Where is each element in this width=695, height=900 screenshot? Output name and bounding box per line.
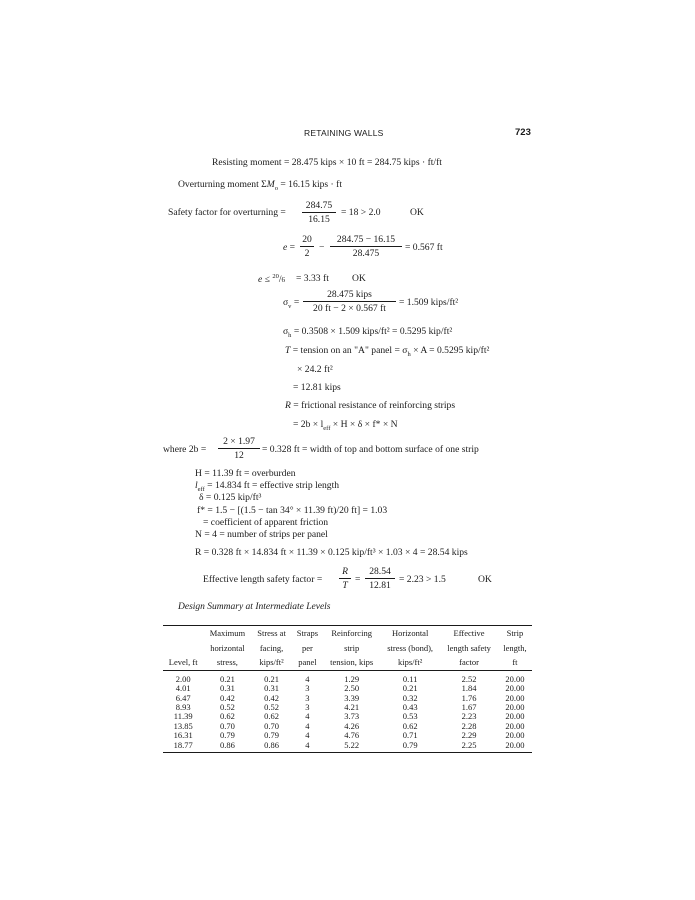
- overburden-definition: H = 11.39 ft = overburden: [195, 468, 296, 479]
- table-cell: 0.52: [219, 702, 235, 712]
- table-cell: 0.42: [219, 692, 235, 703]
- unit-weight-definition: δ = 0.125 kip/ft³: [199, 492, 262, 503]
- eccentricity-fraction-2: [330, 234, 402, 259]
- table-cell: 0.31: [264, 683, 279, 694]
- tension-line-2: × 24.2 ft²: [297, 364, 333, 375]
- table-header-row: [163, 641, 532, 656]
- table-header-cell: tension, kips: [323, 655, 380, 670]
- table-cell: 4: [305, 720, 310, 731]
- sigma-v-label: [283, 297, 299, 310]
- table-header-cell: length safety: [447, 642, 491, 653]
- table-cell: 2.28: [461, 720, 477, 731]
- table-cell: 3.73: [344, 711, 360, 722]
- resistance-line-2: [293, 419, 398, 432]
- table-cell: 0.70: [219, 720, 235, 731]
- tension-line-1: T = tension on an "A" panel = $\sigma_h \times A = 0.5295$ kip/ft²: [285, 345, 490, 358]
- table-cell: 20.00: [505, 720, 525, 731]
- elsf-result: = 2.23 > 1.5: [399, 574, 446, 585]
- table-cell: 2.23: [461, 711, 477, 722]
- elsf-fraction-2-numerator: 28.54: [365, 566, 395, 579]
- eccentricity-check-result: = 3.33 ft: [296, 273, 329, 284]
- safety-factor-denominator: 16.15: [308, 214, 330, 225]
- effective-length-subscript: eff: [197, 485, 205, 493]
- table-cell: 2.52: [461, 673, 477, 684]
- table-cell: 5.22: [323, 741, 380, 753]
- table-cell: 20.00: [505, 711, 525, 722]
- table-cell: 4.26: [344, 720, 360, 731]
- table-cell: 4: [305, 730, 310, 741]
- table-cell: 0.70: [264, 720, 279, 731]
- effective-length-value: = 14.834 ft = effective strip length: [204, 480, 340, 491]
- tension-line-3: = 12.81 kips: [293, 382, 341, 393]
- friction-definition: = coefficient of apparent friction: [203, 517, 329, 528]
- table-cell: 20.00: [498, 741, 532, 753]
- elsf-fraction-2-denominator: 12.81: [369, 580, 391, 591]
- eccentricity-check: e ≤ $^{20}$/6: [258, 273, 285, 286]
- table-cell: 4.01: [175, 683, 191, 694]
- table-cell: 0.21: [402, 683, 418, 694]
- table-cell: 8.93: [175, 702, 191, 712]
- safety-factor-label: Safety factor for overturning =: [168, 207, 286, 218]
- safety-factor-ok: OK: [410, 207, 424, 218]
- strips-per-panel-definition: N = 4 = number of strips per panel: [195, 529, 328, 540]
- table-cell: 4: [292, 741, 324, 753]
- sigma-v-fraction: [303, 289, 396, 314]
- eccentricity-check-numerator: 20: [272, 273, 279, 280]
- overturning-subscript: o: [274, 184, 278, 192]
- table-header-cell: Reinforcing: [323, 626, 380, 641]
- design-summary-table: [163, 625, 532, 753]
- sigma-h-value: = 0.3508 × 1.509 kips/ft² = 0.5295 kip/ft²: [293, 326, 453, 337]
- table-header-cell: kips/ft²: [251, 655, 291, 670]
- table-cell: 0.62: [264, 711, 279, 722]
- table-cell: 0.71: [402, 730, 418, 741]
- table-cell: 18.77: [163, 741, 203, 753]
- elsf-t-symbol: T: [342, 580, 348, 591]
- sigma-v-symbol: σ: [283, 297, 289, 308]
- sigma-v-equals: =: [293, 297, 300, 308]
- resistance-formula-subscript: eff: [323, 424, 331, 432]
- table-header-cell: Level, ft: [163, 655, 203, 670]
- resistance-definition: = frictional resistance of reinforcing strips: [290, 400, 456, 411]
- where-label: where 2b =: [163, 444, 207, 455]
- table-cell: 0.79: [380, 741, 440, 753]
- table-cell: 3: [305, 692, 310, 703]
- table-cell: 0.79: [219, 730, 235, 741]
- tension-symbol: T: [285, 345, 291, 356]
- table-cell: 0.21: [219, 673, 235, 684]
- resistance-formula-start: = 2b × l: [293, 419, 324, 430]
- elsf-equals: =: [355, 574, 361, 585]
- eccentricity-fraction-2-numerator: 284.75 − 16.15: [330, 234, 402, 247]
- table-cell: 0.21: [264, 673, 279, 684]
- table-header-cell: panel: [292, 655, 324, 670]
- table-cell: 2.00: [175, 673, 191, 684]
- table-cell: 20.00: [505, 692, 525, 703]
- eccentricity-check-denominator: 6: [281, 276, 285, 285]
- tension-value: × A = 0.5295 kip/ft²: [410, 345, 490, 356]
- table-cell: 0.31: [219, 683, 235, 694]
- sigma-v-result: = 1.509 kips/ft²: [399, 297, 459, 308]
- table-header-cell: stress,: [203, 655, 251, 670]
- sigma-h-line: $\sigma_h = 0.3508 \times 1.509$ kips/ft² = 0.5295 kip/ft²: [283, 326, 453, 339]
- table-header: [163, 626, 532, 671]
- table-header-cell: [163, 626, 203, 641]
- sigma-v-numerator: 28.475 kips: [303, 289, 396, 302]
- table-cell: 3.39: [344, 692, 360, 703]
- table-cell: 0.32: [402, 692, 418, 703]
- table-header-row: [163, 655, 532, 670]
- table-cell: 11.39: [173, 711, 193, 722]
- table-title: Design Summary at Intermediate Levels: [178, 602, 331, 612]
- eccentricity-check-ok: OK: [352, 273, 366, 284]
- table-cell: 0.53: [402, 711, 418, 722]
- table-cell: 16.31: [173, 730, 193, 741]
- where-numerator: 2 × 1.97: [218, 436, 260, 449]
- resistance-formula-rest: × H × δ × f* × N: [330, 419, 398, 430]
- page-number: 723: [515, 127, 531, 138]
- elsf-fraction-1-numerator: [339, 566, 351, 579]
- table-cell: 1.76: [461, 692, 477, 703]
- elsf-label: Effective length safety factor =: [203, 574, 323, 585]
- where-result: = 0.328 ft = width of top and bottom surface of one strip: [262, 444, 479, 455]
- table-header-row: [163, 626, 532, 641]
- eccentricity-fraction-2-denominator: 28.475: [352, 248, 380, 259]
- table-header-cell: factor: [440, 655, 498, 670]
- table-cell: 4: [305, 673, 310, 684]
- effective-length-definition: [195, 480, 339, 493]
- table-header-cell: Maximum: [203, 626, 251, 641]
- table-cell: 0.43: [402, 702, 418, 712]
- overturning-moment-line: [178, 179, 342, 192]
- table-header-cell: per: [301, 642, 313, 653]
- resistance-symbol: R: [285, 400, 291, 411]
- eccentricity-minus: −: [319, 242, 325, 253]
- eccentricity-result: = 0.567 ft: [405, 242, 443, 253]
- where-fraction: [218, 436, 260, 461]
- eccentricity-fraction-1: [300, 234, 314, 259]
- sigma-v-denominator: 20 ft − 2 × 0.567 ft: [313, 303, 386, 314]
- table-cell: 0.79: [264, 730, 279, 741]
- overturning-value: = 16.15 kips · ft: [277, 179, 343, 190]
- table-header-cell: [163, 641, 203, 656]
- overturning-label: Overturning moment Σ: [178, 179, 267, 190]
- table-cell: 2.29: [461, 730, 477, 741]
- overturning-symbol: M: [266, 179, 275, 190]
- safety-factor-numerator: 284.75: [302, 200, 336, 213]
- table-header-cell: Strip: [498, 626, 532, 641]
- table-header-cell: length,: [503, 642, 527, 653]
- safety-factor-fraction: [302, 200, 336, 225]
- table-cell: 6.47: [175, 692, 191, 703]
- elsf-fraction-1: [339, 566, 351, 591]
- table-cell: 0.42: [264, 692, 279, 703]
- table-cell: 13.85: [173, 720, 193, 731]
- table-cell: 0.86: [203, 741, 251, 753]
- table-header-cell: ft: [498, 655, 532, 670]
- table-header-cell: Stress at: [251, 626, 291, 641]
- table-cell: 1.67: [461, 702, 477, 712]
- table-cell: 0.11: [402, 673, 418, 684]
- table-header-cell: strip: [344, 642, 360, 653]
- where-denominator: 12: [234, 450, 244, 461]
- eccentricity-fraction-1-numerator: 20: [300, 234, 314, 247]
- table-cell: 20.00: [505, 673, 525, 684]
- table-header-cell: Straps: [292, 626, 324, 641]
- tension-definition: = tension on an "A" panel = σ: [290, 345, 408, 356]
- table-cell: 1.29: [344, 673, 360, 684]
- table-cell: 0.62: [402, 720, 418, 731]
- elsf-ok: OK: [478, 574, 492, 585]
- elsf-fraction-2: [365, 566, 395, 591]
- resistance-final: R = 0.328 ft × 14.834 ft × 11.39 × 0.125 kip/ft³ × 1.03 × 4 = 28.54 kips: [195, 547, 468, 558]
- table-cell: 20.00: [505, 683, 525, 694]
- table-cell: 20.00: [505, 702, 525, 712]
- sigma-h-subscript: h: [288, 331, 292, 339]
- table-header-cell: kips/ft²: [380, 655, 440, 670]
- friction-formula: f* = 1.5 − [(1.5 − tan 34° × 11.39 ft)/20 ft] = 1.03: [197, 505, 388, 516]
- eccentricity-fraction-1-denominator: 2: [304, 248, 310, 259]
- resisting-moment-line: Resisting moment = 28.475 kips × 10 ft = 284.75 kips · ft/ft: [212, 157, 442, 168]
- table-cell: 3: [305, 702, 310, 712]
- table-cell: 0.52: [264, 702, 279, 712]
- running-header-title: RETAINING WALLS: [304, 128, 384, 138]
- table-cell: 4.76: [344, 730, 360, 741]
- table-cell: 0.86: [251, 741, 291, 753]
- table-cell: 1.84: [461, 683, 477, 694]
- elsf-r-symbol: R: [342, 566, 348, 577]
- table-header-cell: stress (bond),: [387, 642, 434, 653]
- table-cell: 2.25: [440, 741, 498, 753]
- resistance-line-1: [285, 400, 455, 411]
- table-cell: 4.21: [344, 702, 360, 712]
- table-cell: 2.50: [344, 683, 360, 694]
- table-header-cell: Horizontal: [380, 626, 440, 641]
- table-header-cell: horizontal: [210, 642, 245, 653]
- table-header-cell: Effective: [440, 626, 498, 641]
- table-body: [163, 670, 532, 752]
- table-cell: 4: [305, 711, 310, 722]
- eccentricity-label: e =: [283, 242, 296, 253]
- elsf-fraction-1-denominator: [339, 579, 351, 591]
- sigma-v-subscript: v: [288, 302, 292, 310]
- table-cell: 0.62: [219, 711, 235, 722]
- table-cell: 20.00: [505, 730, 525, 741]
- table-cell: 3: [305, 683, 310, 694]
- effective-length-symbol: l: [195, 480, 198, 491]
- table-row: [163, 741, 532, 753]
- safety-factor-result: = 18 > 2.0: [341, 207, 381, 218]
- table-header-cell: facing,: [259, 642, 284, 653]
- table-row: [163, 670, 532, 684]
